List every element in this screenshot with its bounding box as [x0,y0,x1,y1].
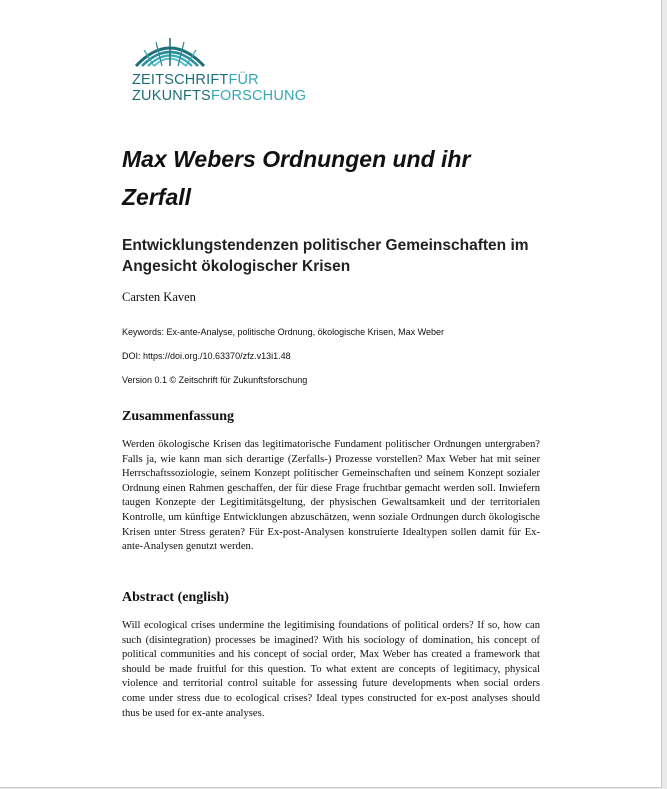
article-title: Max Webers Ordnungen und ihr Zerfall [122,146,471,210]
dome-logo-icon [132,36,208,70]
journal-logo [132,36,307,108]
author-name: Carsten Kaven [122,290,196,304]
journal-name-line2: ZUKUNFTSFORSCHUNG [132,88,307,104]
zusammenfassung-heading: Zusammenfassung [122,409,235,424]
doi: DOI: https://doi.org./10.63370/zfz.v13i1.48 [122,351,291,361]
version-line: Version 0.1 © Zeitschrift für Zukunftsforschung [122,375,308,385]
journal-name-line1: ZEITSCHRIFTFÜR [132,72,259,88]
article-subtitle: Entwicklungstendenzen politischer Gemeinschaften im Angesicht ökologischer Krisen [122,237,529,275]
keywords: Keywords: Ex-ante-Analyse, politische Ordnung, ökologische Krisen, Max Weber [122,327,444,337]
zusammenfassung-text: Werden ökologische Krisen das legitimatorische Fundament politischer Ordnungen untergraben? Falls ja, wie kann man sich derartige (Zerfalls-) Prozesse vorstellen? Max Weber hat mit seiner Herrschaftssoziologie, seinem Konzept politischer Gemeinschaften und seinem Konzept sozialer Ordnung einen Rahmen geschaffen, der für diese Frage fruchtbar gemacht werden soll. Inwiefern taugen Konzepte der Legitimitätsgeltung, der physischen Gewaltsamkeit und der territorialen Kontrolle, um künftige Entwicklungen abzuschätzen, wenn soziale Ordnungen durch ökologische Krisen unter Stress geraten? Für Ex-post-Analysen konstruierte Idealtypen sollen damit für Ex-ante-Analysen genutzt werden. [122,439,540,553]
abstract-heading: Abstract (english) [122,590,229,605]
abstract-text: Will ecological crises undermine the legitimising foundations of political orders? If so, how can such (disintegration) processes be imagined? With his sociology of domination, his concept of political communities and his concept of social order, Max Weber has created a framework that should be made fruitful for this question. To what extent are concepts of legitimacy, physical violence and territorial control suitable for assessing future developments when social orders come under stress due to ecological crises? Ideal types constructed for ex-post analyses should thus be used for ex-ante analyses. [122,620,540,719]
